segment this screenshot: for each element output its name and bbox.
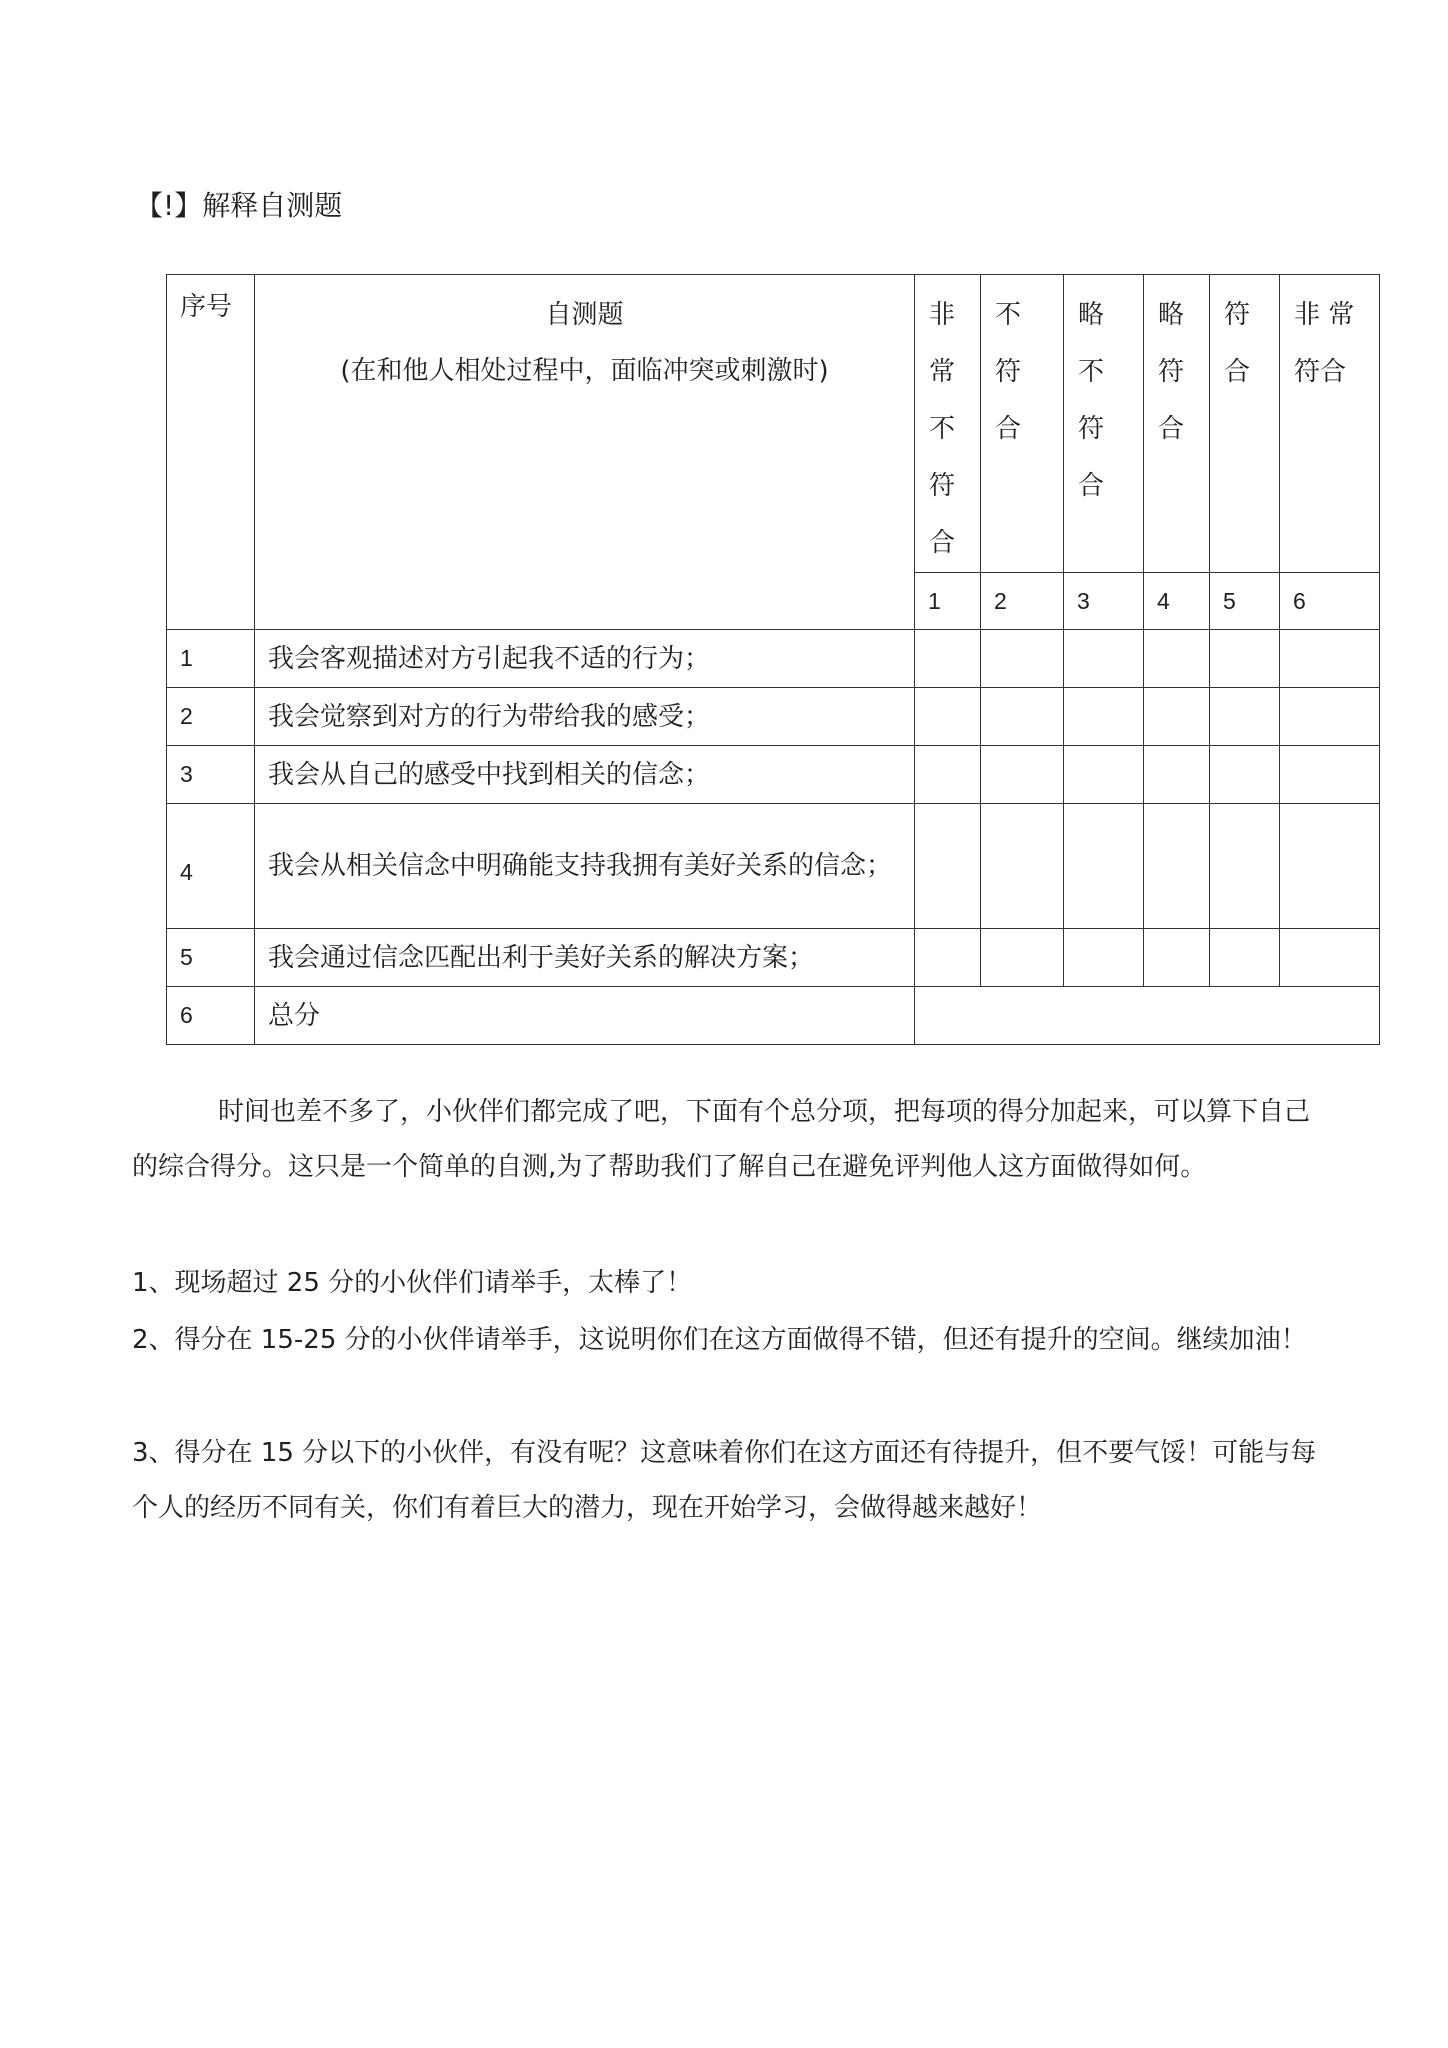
answer-cell[interactable] xyxy=(981,746,1064,804)
question-header-title: 自测题 xyxy=(545,300,624,330)
answer-cell[interactable] xyxy=(915,688,981,746)
answer-cell[interactable] xyxy=(1280,688,1380,746)
question-header xyxy=(255,275,915,630)
option-header-text: 略 xyxy=(1158,300,1185,330)
total-score-cell[interactable] xyxy=(915,987,1380,1045)
table-row xyxy=(167,804,1380,929)
row-seq: 1 xyxy=(167,630,255,688)
table-row xyxy=(167,688,1380,746)
row-question: 我会从相关信念中明确能支持我拥有美好关系的信念； xyxy=(255,804,915,929)
row-question: 我会从自己的感受中找到相关的信念； xyxy=(255,746,915,804)
option-header-text: 符 xyxy=(1158,357,1185,387)
option-header-text: 不 xyxy=(995,300,1022,330)
answer-cell[interactable] xyxy=(1280,630,1380,688)
score-value: 1 xyxy=(915,573,981,630)
answer-cell[interactable] xyxy=(915,929,981,987)
answer-cell[interactable] xyxy=(1210,804,1280,929)
answer-cell[interactable] xyxy=(1144,630,1210,688)
answer-cell[interactable] xyxy=(1064,688,1144,746)
answer-cell[interactable] xyxy=(1144,688,1210,746)
row-question: 我会觉察到对方的行为带给我的感受； xyxy=(255,688,915,746)
answer-cell[interactable] xyxy=(1144,746,1210,804)
option-header-text: 不 xyxy=(929,414,956,444)
intro-paragraph: 时间也差不多了，小伙伴们都完成了吧，下面有个总分项，把每项的得分加起来，可以算下自己的综合得分。这只是一个简单的自测,为了帮助我们了解自己在避免评判他人这方面做得如何。 xyxy=(132,1097,1311,1182)
row-seq: 6 xyxy=(167,987,255,1045)
row-seq: 3 xyxy=(167,746,255,804)
answer-cell[interactable] xyxy=(1280,746,1380,804)
answer-cell[interactable] xyxy=(1210,688,1280,746)
answer-cell[interactable] xyxy=(915,746,981,804)
score-tier-2: 2、得分在 15-25 分的小伙伴请举手，这说明你们在这方面做得不错，但还有提升的空间。继续加油！ xyxy=(132,1325,1307,1355)
self-test-table xyxy=(166,274,1380,1045)
answer-cell[interactable] xyxy=(1064,746,1144,804)
answer-cell[interactable] xyxy=(1210,746,1280,804)
option-header-text: 符 xyxy=(1224,300,1251,330)
answer-cell[interactable] xyxy=(915,804,981,929)
score-value: 6 xyxy=(1280,573,1380,630)
answer-cell[interactable] xyxy=(1064,630,1144,688)
total-row xyxy=(167,987,1380,1045)
answer-cell[interactable] xyxy=(915,630,981,688)
answer-cell[interactable] xyxy=(981,929,1064,987)
score-value: 2 xyxy=(981,573,1064,630)
answer-cell[interactable] xyxy=(1144,804,1210,929)
answer-cell[interactable] xyxy=(981,688,1064,746)
option-header-text: 略 xyxy=(1078,300,1105,330)
option-header-text: 合 xyxy=(1158,414,1185,444)
row-question: 我会客观描述对方引起我不适的行为； xyxy=(255,630,915,688)
answer-cell[interactable] xyxy=(1280,929,1380,987)
score-tier-3: 3、得分在 15 分以下的小伙伴，有没有呢？这意味着你们在这方面还有待提升，但不要气馁！可能与每个人的经历不同有关，你们有着巨大的潜力，现在开始学习，会做得越来越好！ xyxy=(132,1438,1317,1523)
option-header-text: 符合 xyxy=(1294,357,1347,387)
row-question: 我会通过信念匹配出利于美好关系的解决方案； xyxy=(255,929,915,987)
row-seq: 2 xyxy=(167,688,255,746)
table-row xyxy=(167,630,1380,688)
table-header-row xyxy=(167,275,1380,573)
answer-cell[interactable] xyxy=(1210,929,1280,987)
option-header-text: 不 xyxy=(1078,357,1105,387)
option-header-text: 合 xyxy=(929,528,956,558)
score-value: 4 xyxy=(1144,573,1210,630)
answer-cell[interactable] xyxy=(1144,929,1210,987)
row-seq: 5 xyxy=(167,929,255,987)
option-header-6 xyxy=(1280,275,1380,573)
table-row xyxy=(167,746,1380,804)
option-header-text: 非 常 xyxy=(1294,300,1355,330)
option-header-4 xyxy=(1144,275,1210,573)
row-seq: 4 xyxy=(167,804,255,929)
option-header-text: 合 xyxy=(1078,471,1105,501)
option-header-text: 合 xyxy=(995,414,1022,444)
total-label: 总分 xyxy=(255,987,915,1045)
option-header-text: 符 xyxy=(1078,414,1105,444)
answer-cell[interactable] xyxy=(981,630,1064,688)
answer-cell[interactable] xyxy=(1280,804,1380,929)
section-heading: 【!】解释自测题 xyxy=(135,189,343,222)
table-row xyxy=(167,929,1380,987)
option-header-3 xyxy=(1064,275,1144,573)
option-header-5 xyxy=(1210,275,1280,573)
score-value: 5 xyxy=(1210,573,1280,630)
seq-header: 序号 xyxy=(167,275,255,630)
option-header-text: 符 xyxy=(995,357,1022,387)
answer-cell[interactable] xyxy=(1210,630,1280,688)
score-tier-1: 1、现场超过 25 分的小伙伴们请举手，太棒了！ xyxy=(132,1268,693,1298)
answer-cell[interactable] xyxy=(1064,929,1144,987)
question-header-subtitle: (在和他人相处过程中，面临冲突或刺激时) xyxy=(340,356,829,386)
option-header-text: 常 xyxy=(929,357,956,387)
option-header-1 xyxy=(915,275,981,573)
score-value: 3 xyxy=(1064,573,1144,630)
option-header-text: 合 xyxy=(1224,357,1251,387)
answer-cell[interactable] xyxy=(1064,804,1144,929)
option-header-text: 符 xyxy=(929,471,956,501)
answer-cell[interactable] xyxy=(981,804,1064,929)
option-header-2 xyxy=(981,275,1064,573)
option-header-text: 非 xyxy=(929,300,956,330)
